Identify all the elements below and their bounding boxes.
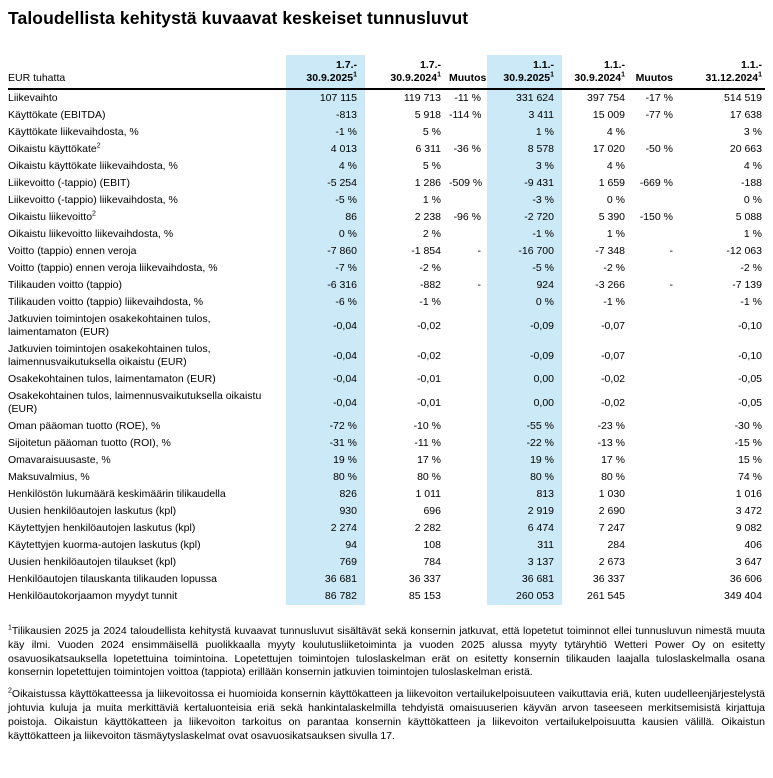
value-cell: -72 % <box>286 418 365 435</box>
value-cell: -0,07 <box>601 319 625 332</box>
value-cell: 36 337 <box>592 573 625 585</box>
value-cell <box>633 371 679 388</box>
row-label: Omavaraisuusaste, % <box>8 454 111 466</box>
value-cell: 80 % <box>601 471 625 483</box>
value-cell: -96 % <box>453 211 481 223</box>
row-label: Liikevoitto (-tappio) liikevaihdosta, % <box>8 194 178 206</box>
value-cell: 260 053 <box>487 588 562 605</box>
value-cell: 1 016 <box>735 488 762 500</box>
value-cell: 4 % <box>743 160 762 172</box>
value-cell: -0,10 <box>738 319 762 332</box>
table-row <box>8 209 765 226</box>
table-row <box>8 277 765 294</box>
value-cell: -882 <box>419 279 441 291</box>
row-label: Käyttökate (EBITDA) <box>8 109 106 121</box>
period-column-header <box>679 55 765 89</box>
value-cell: 924 <box>487 277 562 294</box>
unit-label-cell: EUR tuhatta <box>8 55 286 89</box>
value-cell: -0,10 <box>738 349 762 362</box>
value-cell: 2 274 <box>286 520 365 537</box>
row-label: Sijoitetun pääoman tuotto (ROI), % <box>8 437 171 449</box>
value-cell: -6 % <box>286 294 365 311</box>
value-cell: -813 <box>286 107 365 124</box>
value-cell <box>449 294 487 311</box>
value-cell: -55 % <box>487 418 562 435</box>
value-cell <box>449 418 487 435</box>
value-cell: -50 % <box>645 143 673 155</box>
period-line1 <box>633 59 673 72</box>
value-cell <box>633 192 679 209</box>
value-cell: -1 % <box>740 296 762 308</box>
value-cell: -5 % <box>286 192 365 209</box>
value-cell: -6 316 <box>286 277 365 294</box>
value-cell: 107 115 <box>286 89 365 107</box>
value-cell: 19 % <box>286 452 365 469</box>
period-column-header <box>487 55 562 89</box>
value-cell: -30 % <box>734 420 762 432</box>
value-cell: -0,07 <box>601 349 625 362</box>
table-row <box>8 452 765 469</box>
value-cell <box>633 388 679 418</box>
value-cell: -1 % <box>487 226 562 243</box>
value-cell: 784 <box>423 556 441 568</box>
value-cell: 2 238 <box>414 211 441 223</box>
value-cell: 0 % <box>286 226 365 243</box>
value-cell: 2 673 <box>598 556 625 568</box>
value-cell: -3 266 <box>595 279 625 291</box>
row-label: Oikaistu liikevoitto liikevaihdosta, % <box>8 228 174 240</box>
value-cell: -0,02 <box>601 373 625 385</box>
value-cell <box>449 571 487 588</box>
value-cell <box>449 435 487 452</box>
value-cell: -188 <box>740 177 762 189</box>
value-cell: 1 659 <box>598 177 625 189</box>
row-label: Jatkuvien toimintojen osakekohtainen tulos, laimentamaton (EUR) <box>8 313 211 338</box>
key-figures-table <box>8 55 765 605</box>
value-cell: 2 % <box>422 228 441 240</box>
value-cell: 86 782 <box>286 588 365 605</box>
footnotes <box>8 625 765 743</box>
value-cell: 1 030 <box>598 488 625 500</box>
value-cell: -15 % <box>734 437 762 449</box>
value-cell: -0,02 <box>417 319 441 332</box>
value-cell: 17 % <box>601 454 625 466</box>
table-row <box>8 243 765 260</box>
value-cell: 1 286 <box>414 177 441 189</box>
period-line2: 31.12.2024$^1$ <box>705 71 762 84</box>
period-line2: 30.9.2024$^1$ <box>390 71 441 84</box>
table-row <box>8 107 765 124</box>
value-cell <box>633 294 679 311</box>
value-cell: 4 % <box>286 158 365 175</box>
value-cell <box>449 226 487 243</box>
value-cell <box>449 260 487 277</box>
table-body <box>8 89 765 605</box>
table-row <box>8 503 765 520</box>
table-row <box>8 141 765 158</box>
table-row <box>8 371 765 388</box>
footnote-marker: 1 <box>8 624 12 632</box>
value-cell: -0,04 <box>286 371 365 388</box>
value-cell: 108 <box>423 539 441 551</box>
row-label: Liikevoitto (-tappio) (EBIT) <box>8 177 130 189</box>
value-cell <box>449 486 487 503</box>
value-cell <box>449 371 487 388</box>
value-cell: -509 % <box>449 177 483 189</box>
row-label: Uusien henkilöautojen laskutus (kpl) <box>8 505 177 517</box>
value-cell: 9 082 <box>735 522 762 534</box>
superscript-marker: 1 <box>758 71 762 79</box>
value-cell: 331 624 <box>487 89 562 107</box>
period-line1 <box>449 59 481 72</box>
value-cell: -2 720 <box>487 209 562 226</box>
value-cell: 3 % <box>487 158 562 175</box>
value-cell: -3 % <box>487 192 562 209</box>
row-label: Osakekohtainen tulos, laimennusvaikutuksella oikaistu (EUR) <box>8 390 262 415</box>
row-label: Tilikauden voitto (tappio) liikevaihdosta, % <box>8 296 204 308</box>
value-cell <box>449 520 487 537</box>
superscript-marker: 1 <box>437 71 441 79</box>
period-line1: 1.1.- <box>740 59 762 71</box>
superscript-marker: 2 <box>92 210 96 218</box>
value-cell <box>633 452 679 469</box>
value-cell: 15 % <box>738 454 762 466</box>
value-cell: -0,04 <box>286 388 365 418</box>
value-cell: -2 % <box>603 262 625 274</box>
value-cell: -0,09 <box>487 311 562 341</box>
value-cell: 0 % <box>743 194 762 206</box>
value-cell <box>633 124 679 141</box>
value-cell: -150 % <box>639 211 673 223</box>
value-cell: 1 011 <box>415 488 441 500</box>
period-line1: 1.7.- <box>335 59 357 71</box>
period-line1: 1.7.- <box>419 59 441 71</box>
table-row <box>8 341 765 371</box>
superscript-marker: 2 <box>96 142 101 150</box>
row-label: Käyttökate liikevaihdosta, % <box>8 126 139 138</box>
value-cell: 5 918 <box>414 109 441 121</box>
value-cell <box>633 537 679 554</box>
value-cell <box>633 588 679 605</box>
table-row <box>8 418 765 435</box>
table-row <box>8 435 765 452</box>
value-cell: 349 404 <box>724 590 762 602</box>
value-cell: -13 % <box>597 437 625 449</box>
table-row <box>8 192 765 209</box>
value-cell <box>449 192 487 209</box>
value-cell: - <box>477 245 481 257</box>
value-cell: 36 337 <box>408 573 441 585</box>
value-cell: 0 % <box>606 194 625 206</box>
table-row <box>8 571 765 588</box>
table-row <box>8 260 765 277</box>
value-cell: 20 663 <box>729 143 762 155</box>
value-cell: -1 % <box>286 124 365 141</box>
value-cell: 826 <box>286 486 365 503</box>
table-row <box>8 158 765 175</box>
value-cell: 36 606 <box>729 573 762 585</box>
value-cell <box>633 260 679 277</box>
value-cell: 74 % <box>738 471 762 483</box>
value-cell: 1 % <box>487 124 562 141</box>
value-cell: - <box>669 245 673 257</box>
value-cell: 6 311 <box>415 143 441 155</box>
value-cell: -11 % <box>414 437 441 449</box>
value-cell <box>449 388 487 418</box>
period-line1: 1.1.- <box>603 59 625 71</box>
superscript-marker: 1 <box>353 71 357 79</box>
superscript-marker: 1 <box>621 71 625 79</box>
value-cell: 284 <box>607 539 625 551</box>
value-cell: 3 472 <box>735 505 762 517</box>
value-cell <box>633 520 679 537</box>
value-cell: 5 % <box>422 126 441 138</box>
period-column-header <box>562 55 633 89</box>
value-cell: -0,04 <box>286 311 365 341</box>
value-cell: 261 545 <box>587 590 625 602</box>
value-cell: -0,05 <box>738 396 762 409</box>
row-label: Voitto (tappio) ennen veroja liikevaihdosta, % <box>8 262 218 274</box>
table-row <box>8 554 765 571</box>
row-label: Henkilöstön lukumäärä keskimäärin tilikaudella <box>8 488 226 500</box>
value-cell: -0,04 <box>286 341 365 371</box>
value-cell: 15 009 <box>592 109 625 121</box>
table-row <box>8 588 765 605</box>
value-cell: 1 % <box>743 228 762 240</box>
value-cell: 311 <box>487 537 562 554</box>
table-row <box>8 520 765 537</box>
value-cell: -2 % <box>740 262 762 274</box>
value-cell <box>633 418 679 435</box>
row-label: Henkilöautokorjaamon myydyt tunnit <box>8 590 178 602</box>
value-cell: 80 % <box>286 469 365 486</box>
value-cell: -36 % <box>453 143 481 155</box>
period-line2: Muutos <box>449 72 487 84</box>
value-cell: 514 519 <box>724 92 762 104</box>
value-cell <box>633 469 679 486</box>
value-cell: 80 % <box>417 471 441 483</box>
period-line2: 30.9.2024$^1$ <box>574 71 625 84</box>
value-cell: 6 474 <box>487 520 562 537</box>
value-cell: -11 % <box>454 92 481 104</box>
period-line2: Muutos <box>635 72 673 84</box>
value-cell: -31 % <box>286 435 365 452</box>
value-cell <box>449 341 487 371</box>
value-cell: -0,05 <box>738 373 762 385</box>
value-cell: 0,00 <box>487 371 562 388</box>
footnote: $^2$Oikaistussa käyttökatteessa ja liikevoitossa ei huomioida konsernin käyttökatteen ja liikevoiton vertailukelpoisuuteen vaikuttavia eriä, kuten uudelleenjärjestelystä johtuvia kuluja ja muita merkittäviä kertaluonteisia eriä sekä hankintalaskelmilla tehdyistä omaisuuserien käyvän arvon taseeseen merkitsemisistä kirjattuja poistoja. Oikaistun käyttökatteen ja liikevoiton tarkoitus on parantaa konsernin käyttökatteen ja liikevoiton vertailukelpoisuutta kausien välillä. Oikaistun käyttökatteen ja liikevoiton täsmäytyslaskelmat ovat osavuosikatsauksen sivulla 17. <box>8 687 765 742</box>
value-cell: - <box>477 279 481 291</box>
table-row <box>8 486 765 503</box>
value-cell <box>633 486 679 503</box>
row-label: Oikaistu käyttökate$^2$ <box>8 142 101 155</box>
table-row <box>8 175 765 192</box>
table-header <box>8 55 765 89</box>
value-cell: 2 690 <box>598 505 625 517</box>
value-cell: 94 <box>286 537 365 554</box>
value-cell: 696 <box>423 505 441 517</box>
value-cell: -7 % <box>286 260 365 277</box>
value-cell <box>633 571 679 588</box>
value-cell <box>449 588 487 605</box>
row-label: Liikevaihto <box>8 92 58 104</box>
value-cell: -1 % <box>419 296 441 308</box>
value-cell: -23 % <box>597 420 625 432</box>
value-cell: 930 <box>286 503 365 520</box>
value-cell: -1 854 <box>411 245 441 257</box>
value-cell: -0,09 <box>487 341 562 371</box>
change-column-header <box>449 55 487 89</box>
row-label: Jatkuvien toimintojen osakekohtainen tulos, laimennusvaikutuksella oikaistu (EUR) <box>8 343 211 368</box>
value-cell: 85 153 <box>408 590 441 602</box>
value-cell: 1 % <box>606 228 625 240</box>
period-column-header <box>365 55 449 89</box>
value-cell: 19 % <box>487 452 562 469</box>
value-cell: 4 % <box>606 126 625 138</box>
value-cell: 2 919 <box>487 503 562 520</box>
value-cell: -0,02 <box>601 396 625 409</box>
value-cell: 5 % <box>422 160 441 172</box>
period-line1: 1.1.- <box>532 59 554 71</box>
table-row <box>8 226 765 243</box>
value-cell: 1 % <box>422 194 441 206</box>
value-cell: -16 700 <box>487 243 562 260</box>
row-label: Maksuvalmius, % <box>8 471 90 483</box>
table-row <box>8 469 765 486</box>
value-cell <box>633 226 679 243</box>
table-header-row <box>8 55 765 89</box>
value-cell <box>633 435 679 452</box>
value-cell: 5 088 <box>735 211 762 223</box>
superscript-marker: 1 <box>550 71 554 79</box>
value-cell <box>449 124 487 141</box>
value-cell: 86 <box>286 209 365 226</box>
value-cell: -10 % <box>413 420 441 432</box>
row-label: Oikaistu käyttökate liikevaihdosta, % <box>8 160 178 172</box>
row-label: Henkilöautojen tilauskanta tilikauden lopussa <box>8 573 217 585</box>
value-cell: 17 020 <box>592 143 625 155</box>
row-label: Oman pääoman tuotto (ROE), % <box>8 420 161 432</box>
value-cell: 813 <box>487 486 562 503</box>
period-line2: 30.9.2025$^1$ <box>306 71 357 84</box>
value-cell: 3 411 <box>487 107 562 124</box>
table-row <box>8 89 765 107</box>
change-column-header <box>633 55 679 89</box>
value-cell: -0,02 <box>417 349 441 362</box>
value-cell: -9 431 <box>487 175 562 192</box>
value-cell: -77 % <box>645 109 673 121</box>
row-label: Voitto (tappio) ennen veroja <box>8 245 137 257</box>
value-cell <box>449 503 487 520</box>
table-row <box>8 311 765 341</box>
period-line2: 30.9.2025$^1$ <box>503 71 554 84</box>
value-cell: 17 % <box>417 454 441 466</box>
row-label: Käytettyjen henkilöautojen laskutus (kpl) <box>8 522 196 534</box>
table-row <box>8 537 765 554</box>
footnote-marker: 2 <box>8 687 12 695</box>
value-cell: -7 348 <box>595 245 625 257</box>
value-cell: -22 % <box>487 435 562 452</box>
value-cell: -17 % <box>645 92 673 104</box>
value-cell <box>633 341 679 371</box>
value-cell: -5 254 <box>286 175 365 192</box>
value-cell: 80 % <box>487 469 562 486</box>
row-label: Käytettyjen kuorma-autojen laskutus (kpl) <box>8 539 201 551</box>
value-cell: 406 <box>744 539 762 551</box>
value-cell: 397 754 <box>587 92 625 104</box>
row-label: Uusien henkilöautojen tilaukset (kpl) <box>8 556 177 568</box>
value-cell <box>449 311 487 341</box>
value-cell: 4 013 <box>286 141 365 158</box>
value-cell: -0,01 <box>417 396 441 409</box>
value-cell <box>633 554 679 571</box>
table-row <box>8 388 765 418</box>
value-cell: 4 % <box>606 160 625 172</box>
table-row <box>8 294 765 311</box>
value-cell: 119 713 <box>403 92 441 104</box>
value-cell: -669 % <box>639 177 673 189</box>
value-cell: -2 % <box>419 262 441 274</box>
value-cell: -1 % <box>603 296 625 308</box>
value-cell: 36 681 <box>286 571 365 588</box>
value-cell: -114 % <box>449 109 482 121</box>
value-cell: 3 647 <box>735 556 762 568</box>
period-column-header <box>286 55 365 89</box>
value-cell: 17 638 <box>729 109 762 121</box>
table-row <box>8 124 765 141</box>
value-cell <box>633 311 679 341</box>
value-cell: 8 578 <box>487 141 562 158</box>
value-cell: -5 % <box>487 260 562 277</box>
row-label: Tilikauden voitto (tappio) <box>8 279 123 291</box>
value-cell: -7 139 <box>732 279 762 291</box>
value-cell: 0 % <box>487 294 562 311</box>
value-cell <box>633 158 679 175</box>
value-cell: 7 247 <box>598 522 625 534</box>
value-cell: -7 860 <box>286 243 365 260</box>
row-label: Oikaistu liikevoitto$^2$ <box>8 210 96 223</box>
value-cell <box>449 452 487 469</box>
value-cell: 36 681 <box>487 571 562 588</box>
value-cell: - <box>669 279 673 291</box>
value-cell: 5 390 <box>598 211 625 223</box>
footnote: $^1$Tilikausien 2025 ja 2024 taloudellista kehitystä kuvaavat tunnusluvut sisältävät sekä konsernin jatkuvat, että lopetetut toiminnot ellei tunnusluvun nimestä muuta käy ilmi. Vuoden 2024 ensimmäisellä puolikkaalla myyty koulutusliiketoiminta ja vuoden 2025 alussa myyty tytäryhtiö Wetteri Power Oy on esitetty osavuosikatsauksella lopetettuina toimintoina. Lopetettujen toimintojen tuloslaskelman erät on esitetty konsernin tilikauden laajalla tuloslaskelmalla osana konsernin lopetettujen toimintojen voittoa (tappiota) erillään konsernin jatkuvien toimintojen tuloslaskelman eristä. <box>8 624 765 679</box>
row-label: Osakekohtainen tulos, laimentamaton (EUR) <box>8 373 216 385</box>
value-cell: -12 063 <box>726 245 762 257</box>
value-cell: -0,01 <box>417 373 441 385</box>
value-cell <box>449 554 487 571</box>
value-cell: 3 % <box>743 126 762 138</box>
value-cell: 2 282 <box>414 522 441 534</box>
value-cell <box>449 537 487 554</box>
value-cell: 3 137 <box>487 554 562 571</box>
value-cell: 0,00 <box>487 388 562 418</box>
page-title: Taloudellista kehitystä kuvaavat keskeiset tunnusluvut <box>8 8 469 28</box>
value-cell <box>449 158 487 175</box>
value-cell: 769 <box>286 554 365 571</box>
value-cell <box>449 469 487 486</box>
value-cell <box>633 503 679 520</box>
